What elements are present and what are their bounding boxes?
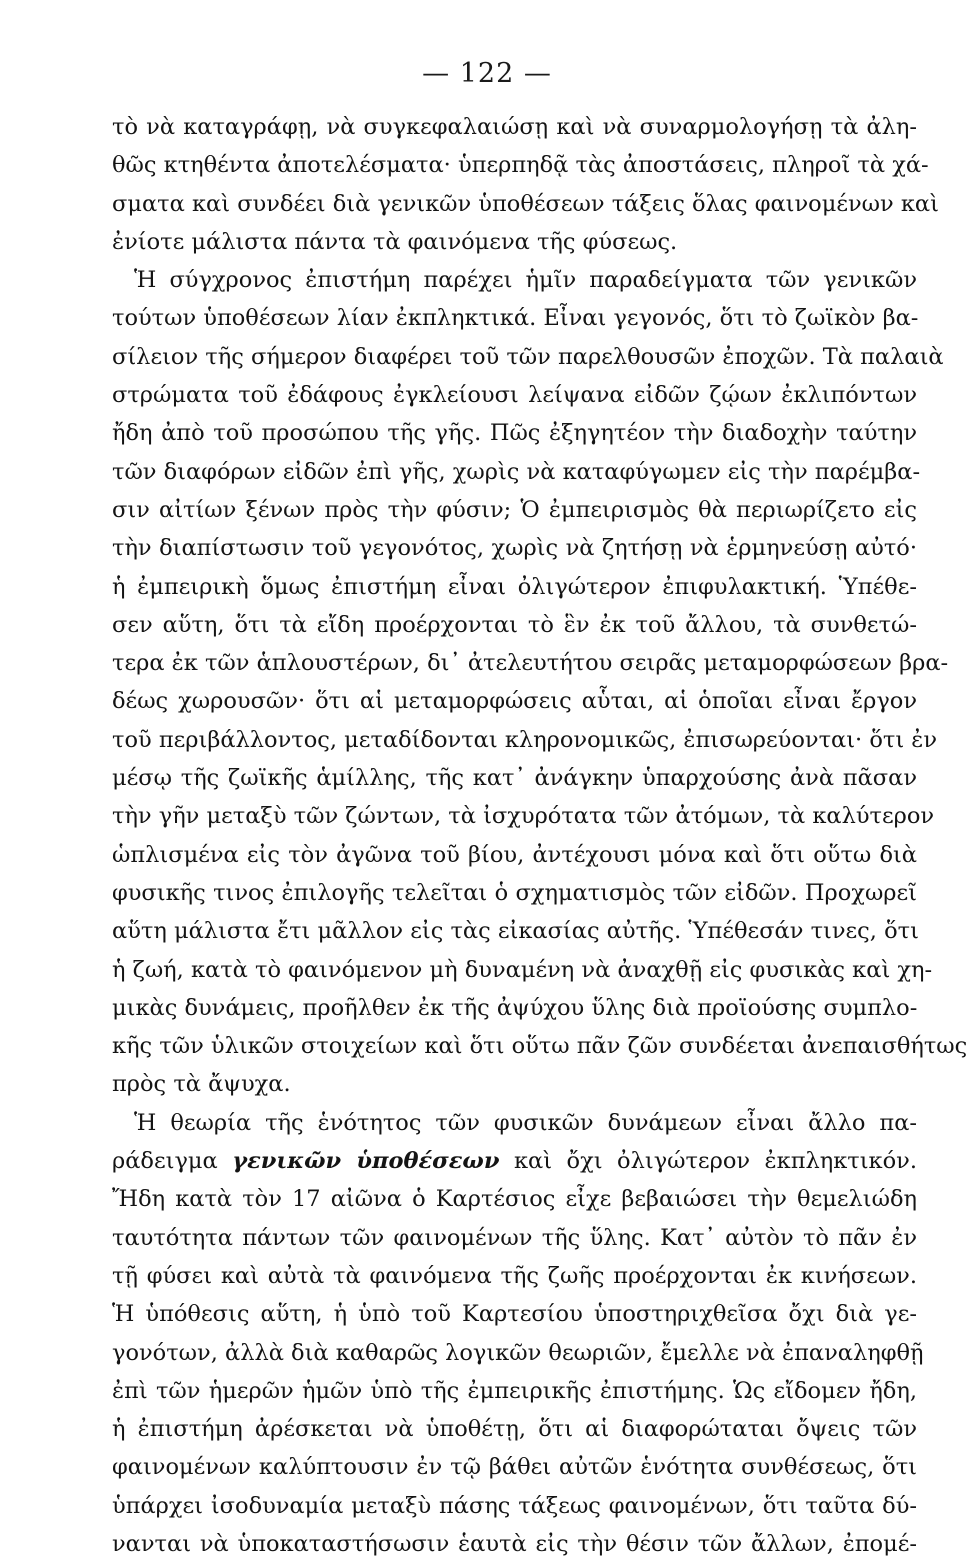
text-run: καὶ ὄχι ὀλιγώτερον ἐκπληκτικόν.	[513, 1148, 917, 1175]
text-line: τερα ἐκ τῶν ἁπλουστέρων, δι᾽ ἀτελευτήτου σειρᾶς μεταμορφώσεων βρα-	[112, 650, 949, 677]
text-line: σεν αὕτη, ὅτι τὰ εἴδη προέρχονται τὸ ἓν ἐκ τοῦ ἄλλου, τὰ συνθετώ-	[112, 611, 917, 638]
text-line: τῇ φύσει καὶ αὐτὰ τὰ φαινόμενα τῆς ζωῆς προέρχονται ἐκ κινήσεων.	[112, 1262, 917, 1289]
text-line: σματα καὶ συνδέει διὰ γενικῶν ὑποθέσεων τάξεις ὅλας φαινομένων καὶ	[112, 190, 939, 217]
text-line: Ἤδη κατὰ τὸν 17 αἰῶνα ὁ Καρτέσιος εἶχε βεβαιώσει τὴν θεμελιώδη	[112, 1186, 917, 1213]
text-line: ἤδη ἀπὸ τοῦ προσώπου τῆς γῆς. Πῶς ἐξηγητέον τὴν διαδοχὴν ταύτην	[112, 420, 917, 447]
text-line: ἐνίοτε μάλιστα πάντα τὰ φαινόμενα τῆς φύσεως.	[112, 228, 678, 255]
text-line: τῶν διαφόρων εἰδῶν ἐπὶ γῆς, χωρὶς νὰ καταφύγωμεν εἰς τὴν παρέμβα-	[112, 458, 921, 485]
text-line: τὴν γῆν μεταξὺ τῶν ζώντων, τὰ ἰσχυρότατα τῶν ἀτόμων, τὰ καλύτερον	[112, 803, 935, 830]
text-line: σίλειον τῆς σήμερον διαφέρει τοῦ τῶν παρελθουσῶν ἐποχῶν. Τὰ παλαιὰ	[112, 343, 944, 370]
text-line: ἡ ζωή, κατὰ τὸ φαινόμενον μὴ δυναμένη νὰ ἀναχθῇ εἰς φυσικὰς καὶ χη-	[112, 956, 933, 983]
text-line: Ἡ ὑπόθεσις αὕτη, ἡ ὑπὸ τοῦ Καρτεσίου ὑποστηριχθεῖσα ὄχι διὰ γε-	[112, 1301, 917, 1328]
text-line: μέσῳ τῆς ζωϊκῆς ἁμίλλης, τῆς κατ᾽ ἀνάγκην ὑπαρχούσης ἀνὰ πᾶσαν	[112, 765, 917, 792]
text-line: ὑπάρχει ἰσοδυναμία μεταξὺ πάσης τάξεως φαινομένων, ὅτι ταῦτα δύ-	[112, 1492, 917, 1519]
paragraph-first-line: Ἡ θεωρία τῆς ἑνότητος τῶν φυσικῶν δυνάμεων εἶναι ἄλλο πα-	[134, 1109, 917, 1136]
text-line: σιν αἰτίων ξένων πρὸς τὴν φύσιν; Ὁ ἐμπειρισμὸς θὰ περιωρίζετο εἰς	[112, 496, 917, 523]
text-line: ἡ ἐμπειρικὴ ὅμως ἐπιστήμη εἶναι ὀλιγώτερον ἐπιφυλακτική. Ὑπέθε-	[112, 573, 917, 600]
emphasized-phrase: γενικῶν ὑποθέσεων	[232, 1148, 500, 1175]
text-line: μικὰς δυνάμεις, προῆλθεν ἐκ τῆς ἀψύχου ὕλης διὰ προϊούσης συμπλο-	[112, 994, 918, 1021]
paragraph-first-line: Ἡ σύγχρονος ἐπιστήμη παρέχει ἡμῖν παραδείγματα τῶν γενικῶν	[134, 267, 917, 294]
text-line: γονότων, ἀλλὰ διὰ καθαρῶς λογικῶν θεωριῶν, ἔμελλε νὰ ἐπαναληφθῇ	[112, 1339, 924, 1366]
text-line: τούτων ὑποθέσεων λίαν ἐκπληκτικά. Εἶναι γεγονός, ὅτι τὸ ζωϊκὸν βα-	[112, 305, 919, 332]
text-line: ταυτότητα πάντων τῶν φαινομένων τῆς ὕλης. Κατ᾽ αὐτὸν τὸ πᾶν ἐν	[112, 1224, 917, 1251]
text-line: αὕτη μάλιστα ἔτι μᾶλλον εἰς τὰς εἰκασίας αὐτῆς. Ὑπέθεσάν τινες, ὅτι	[112, 918, 919, 945]
text-line: ἡ ἐπιστήμη ἀρέσκεται νὰ ὑποθέτῃ, ὅτι αἱ διαφορώταται ὄψεις τῶν	[112, 1416, 917, 1443]
text-line-with-emphasis	[112, 1142, 917, 1180]
text-line: φαινομένων καλύπτουσιν ἐν τῷ βάθει αὐτῶν ἑνότητα συνθέσεως, ὅτι	[112, 1454, 917, 1481]
text-line: νανται νὰ ὑποκαταστήσωσιν ἑαυτὰ εἰς τὴν θέσιν τῶν ἄλλων, ἐπομέ-	[112, 1530, 917, 1557]
text-line: ὡπλισμένα εἰς τὸν ἀγῶνα τοῦ βίου, ἀντέχουσι μόνα καὶ ὅτι οὕτω διὰ	[112, 841, 917, 868]
text-line: κῆς τῶν ὑλικῶν στοιχείων καὶ ὅτι οὕτω πᾶν ζῶν συνδέεται ἀνεπαισθήτως	[112, 1033, 968, 1060]
text-line: ἐπὶ τῶν ἡμερῶν ἡμῶν ὑπὸ τῆς ἐμπειρικῆς ἐπιστήμης. Ὡς εἴδομεν ἤδη,	[112, 1377, 917, 1404]
text-line: στρώματα τοῦ ἐδάφους ἐγκλείουσι λείψανα εἰδῶν ζῴων ἐκλιπόντων	[112, 382, 917, 409]
text-line: τὴν διαπίστωσιν τοῦ γεγονότος, χωρὶς νὰ ζητήσῃ νὰ ἑρμηνεύσῃ αὐτό·	[112, 535, 917, 562]
text-line: τὸ νὰ καταγράφῃ, νὰ συγκεφαλαιώσῃ καὶ νὰ συναρμολογήσῃ τὰ ἀλη-	[112, 114, 917, 140]
text-line: θῶς κτηθέντα ἀποτελέσματα· ὑπερπηδᾷ τὰς ἀποστάσεις, πληροῖ τὰ χά-	[112, 152, 929, 179]
text-line: φυσικῆς τινος ἐπιλογῆς τελεῖται ὁ σχηματισμὸς τῶν εἰδῶν. Προχωρεῖ	[112, 879, 917, 906]
text-line: τοῦ περιβάλλοντος, μεταδίδονται κληρονομικῶς, ἐπισωρεύονται· ὅτι ἐν	[112, 726, 938, 753]
text-line: πρὸς τὰ ἄψυχα.	[112, 1071, 291, 1098]
text-run: ράδειγμα	[112, 1148, 218, 1175]
text-line: δέως χωρουσῶν· ὅτι αἱ μεταμορφώσεις αὗται, αἱ ὁποῖαι εἶναι ἔργον	[112, 688, 917, 715]
page-number: — 122 —	[422, 58, 552, 89]
body-text	[112, 108, 968, 1563]
